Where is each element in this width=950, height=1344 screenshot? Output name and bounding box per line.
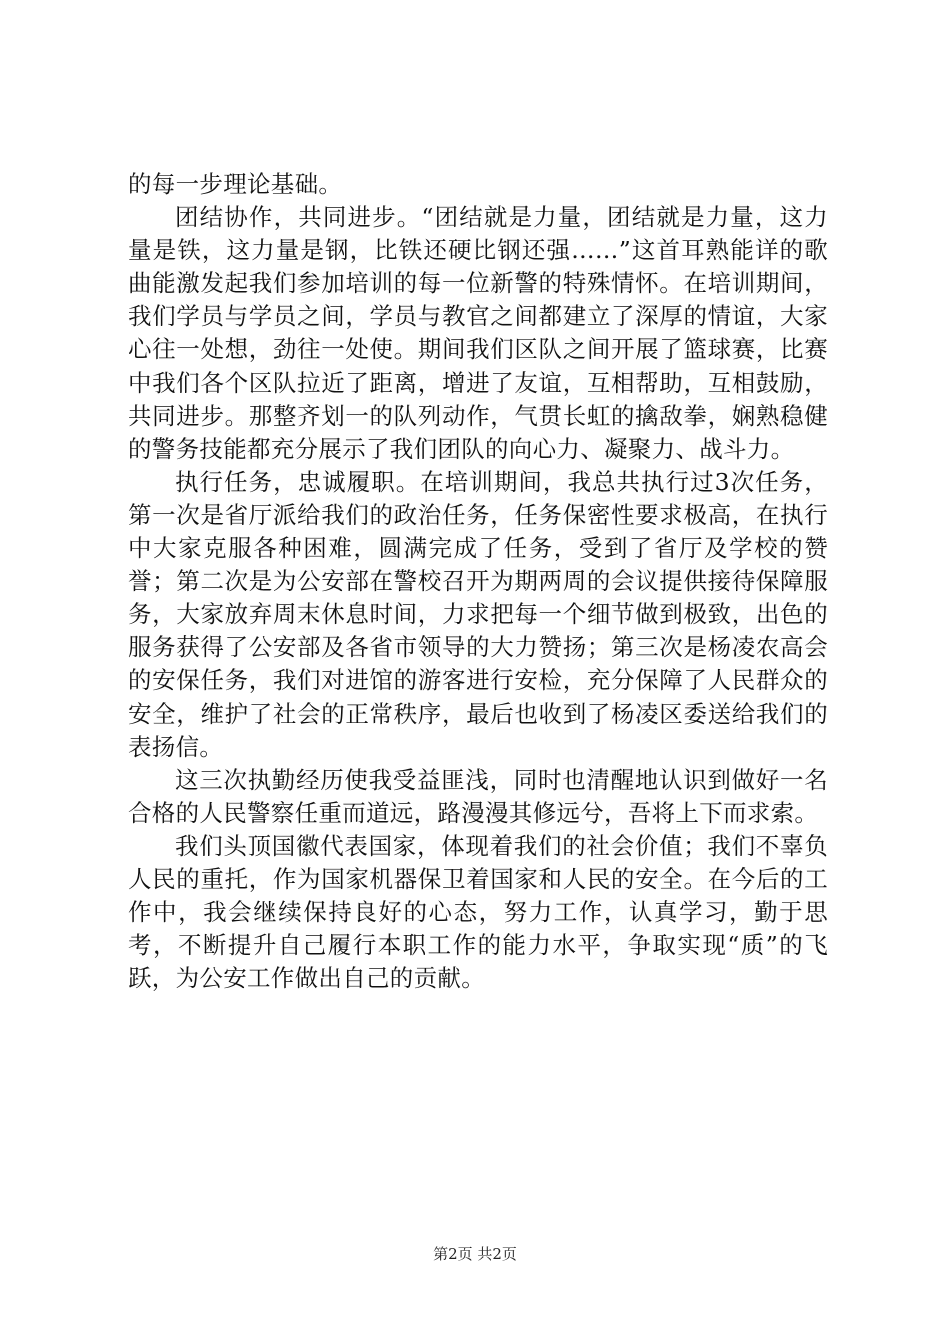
paragraph-conclusion: 我们头顶国徽代表国家，体现着我们的社会价值；我们不辜负人民的重托，作为国家机器保卫着国家和人民的安全。在今后的工作中，我会继续保持良好的心态，努力工作，认真学习，勤于思考，不断提升自己履行本职工作的能力水平，争取实现“质”的飞跃，为公安工作做出自己的贡献。 xyxy=(128,831,828,993)
paragraph-missions: 执行任务，忠诚履职。在培训期间，我总共执行过3次任务，第一次是省厅派给我们的政治任务，任务保密性要求极高，在执行中大家克服各种困难，圆满完成了任务，受到了省厅及学校的赞誉；第二次是为公安部在警校召开为期两周的会议提供接待保障服务，大家放弃周末休息时间，力求把每一个细节做到极致，出色的服务获得了公安部及各省市领导的大力赞扬；第三次是杨凌农高会的安保任务，我们对进馆的游客进行安检，充分保障了人民群众的安全，维护了社会的正常秩序，最后也收到了杨凌区委送给我们的表扬信。 xyxy=(128,467,828,761)
paragraph-teamwork: 团结协作，共同进步。“团结就是力量，团结就是力量，这力量是铁，这力量是钢，比铁还硬比钢还强……”这首耳熟能详的歌曲能激发起我们参加培训的每一位新警的特殊情怀。在培训期间，我们学员与学员之间，学员与教官之间都建立了深厚的情谊，大家心往一处想，劲往一处使。期间我们区队之间开展了篮球赛，比赛中我们各个区队拉近了距离，增进了友谊，互相帮助，互相鼓励，共同进步。那整齐划一的队列动作，气贯长虹的擒敌拳，娴熟稳健的警务技能都充分展示了我们团队的向心力、凝聚力、战斗力。 xyxy=(128,203,828,463)
page-footer xyxy=(0,1244,950,1264)
document-body xyxy=(128,168,828,995)
paragraph-continuation: 的每一步理论基础。 xyxy=(128,170,343,198)
page-number-label: 第2页 共2页 xyxy=(433,1245,517,1263)
paragraph-reflection: 这三次执勤经历使我受益匪浅，同时也清醒地认识到做好一名合格的人民警察任重而道远，路漫漫其修远兮，吾将上下而求索。 xyxy=(128,765,828,827)
